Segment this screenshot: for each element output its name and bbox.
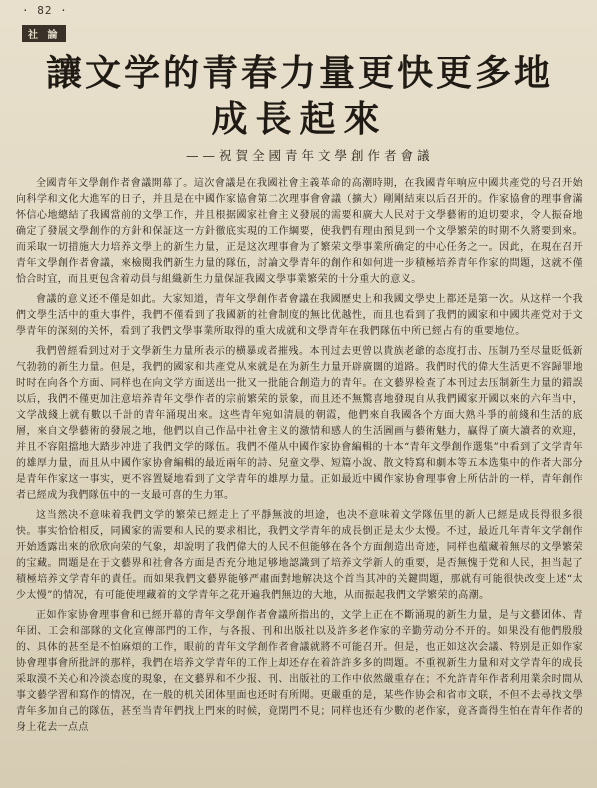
paragraph: 这当然决不意味着我們文学的繁荣已經走上了平靜無波的坦途，也决不意味着文学隊伍里的新人已經是成長得很多很快。事实恰恰相反，同國家的需要和人民的要求相比，我們文学青年的成長倒正是太少太慢。不过，最近几年青年文学創作开始透露出來的欣欣向荣的气象，却說明了我們偉大的人民不但能够在各个方面創造出奇迹，同样也蕴藏着無尽的文學繁荣的宝藏。問題是在于文藝界和社會各方面是否充分地足够地認識到了培养文学新人的重要，是否無愧于党和人民，担当起了積極培养文学青年的責任。而如果我們文藝界能够严肅面對地解决这个首当其冲的关鍵問題，那就有可能很快改变上述“太少太慢”的情况，有可能使埋藏着的文学青年之花开遍我們無边的大地，从而振起我們文学繁荣的高潮。 xyxy=(16,510,583,601)
article-subtitle: ——祝賀全國青年文學創作者會議 xyxy=(186,148,434,163)
paragraph: 正如作家协會理事會和已經开幕的青年文學創作者會議所指出的，文学上正在不斷涌現的新生力量，是与文藝团体、青年团、工会和部隊的文化宣傳部門的工作，与各报、刊和出版社以及許多老作家的辛勤劳动分不开的。如果没有他們殷殷的、具体的甚至是不怕麻煩的工作，眼前的青年文学創作者會議就將不可能召开。但是，也正如这次会議、特别是正如作家协會理事會所批評的那样，我們在培养文学青年的工作上却还存在着許許多多的問題。不重视新生力量和对文学青年的成長采取漠不关心和冷淡态度的現象，在文藝界和不少报、刊、出版社的工作中依然嚴重存在；不允許青年作者利用業余时間从事文藝学習和寫作的情况，在一般的机关团体里面也还时有所聞。更嚴重的是，某些作协会和省市文联，不但不去尋找文學青年多加自己的隊伍，甚至当青年們找上門來的时候，竟閉門不見；同样也还有少數的老作家，竟吝嗇得生怕在青年作者的身上花去一点点 xyxy=(16,610,583,733)
title-line-1: 讓文学的青春力量更快更多地 xyxy=(45,52,553,94)
paragraph: 我們曾經看到过对于文學新生力量所表示的横暴或者摧残。本刊过去更曾以貴族老爺的态度打击、压制乃至尽量貶低新气勃勃的新生力量。但是，我們的國家和共產党从來就是在为新生力量开辟廣闊的道路。我們时代的偉大生活更不容歸罪地时时在向各个方面、同样也在向文学方面送出一批又一批能合創造力的青年。在文藝界检查了本刊过去压制新生力量的錯誤以后，我們不僅更加注意培养青年文學作者的宗前繁荣的景象，而且还不無驚喜地發現自从我們國家开國以來的六年当中，文学战綫上就有數以千計的青年涌現出來。这些青年宛如清晨的朝霞，他們來自我國各个方面大熟斗爭的前綫和生活的底層，來自文學藝術的發展之地，他們以自己作品中社會主义的激情和感人的生活圖画与藝術魅力，贏得了廣大讀者的欢迎，并且不容阻擋地大踏步冲进了我們文学的隊伍。我們不僅从中國作家协會編輯的十本“青年文學創作選集”中看到了文学青年的雄厚力量，而且从中國作家协會編輯的最近兩年的詩、兒童文學、短篇小說、散文特寫和劇本等五本选集中的作者大部分是青年作家这一事实，更不容置疑地看到了文学青年的雄厚力量。正如最近中國作家协會理事會上所估計的一样，青年創作者已經成为我們隊伍中的一支最可喜的生力軍。 xyxy=(16,346,583,501)
paragraph: 會議的意义还不僅是如此。大家知道，青年文學創作者會議在我國歷史上和我國文學史上都还是第一次。从这样一个我們文學生活中的重大事件，我們不僅看到了我國新的社會制度的無比优越性，而且也看到了我們的國家和中國共產党对于文學青年的深刻的关怀，看到了我們文學事業所取得的重大成就和文學青年在我們隊伍中所已經占有的重要地位。 xyxy=(16,294,583,337)
article-body xyxy=(16,176,583,736)
page-number: · 82 · xyxy=(22,4,68,17)
paragraph: 全國青年文學創作者會議開幕了。這次會議是在我國社會主義革命的高潮時期，在我國青年响应中國共產党的号召开始向科学和文化大進军的日子，并且是在中國作家協會第二次理事會會議（擴大）剛剛結束以后召开的。作家協會的理事會滿怀信心地總結了我國當前的文學工作，并且根据國家社會主义發展的需要和廣大人民对于文學藝術的迫切要求，令人振奋地确定了發展文學創作的方針和保証这一方針徹底实現的工作綱要，使我們有理由預見到一个文學繁荣的时期不久將要到來。而采取一切措施大力培养文學上的新生力量，正是这次理事會为了繁荣文學事業所确定的中心任务之一。因此，在現在召开青年文學創作者會議，來檢閱我們新生力量的隊伍，討論文學青年的創作和如何进一步積極培养青年作家的問題，这就不僅恰合时宜，而且更包含着动員与組織新生力量保証我國文學事業繁荣的十分重大的意义。 xyxy=(16,178,583,285)
title-line-2: 成長起來 xyxy=(211,98,388,140)
section-label: 社 論 xyxy=(22,25,66,42)
article-title xyxy=(16,50,583,142)
